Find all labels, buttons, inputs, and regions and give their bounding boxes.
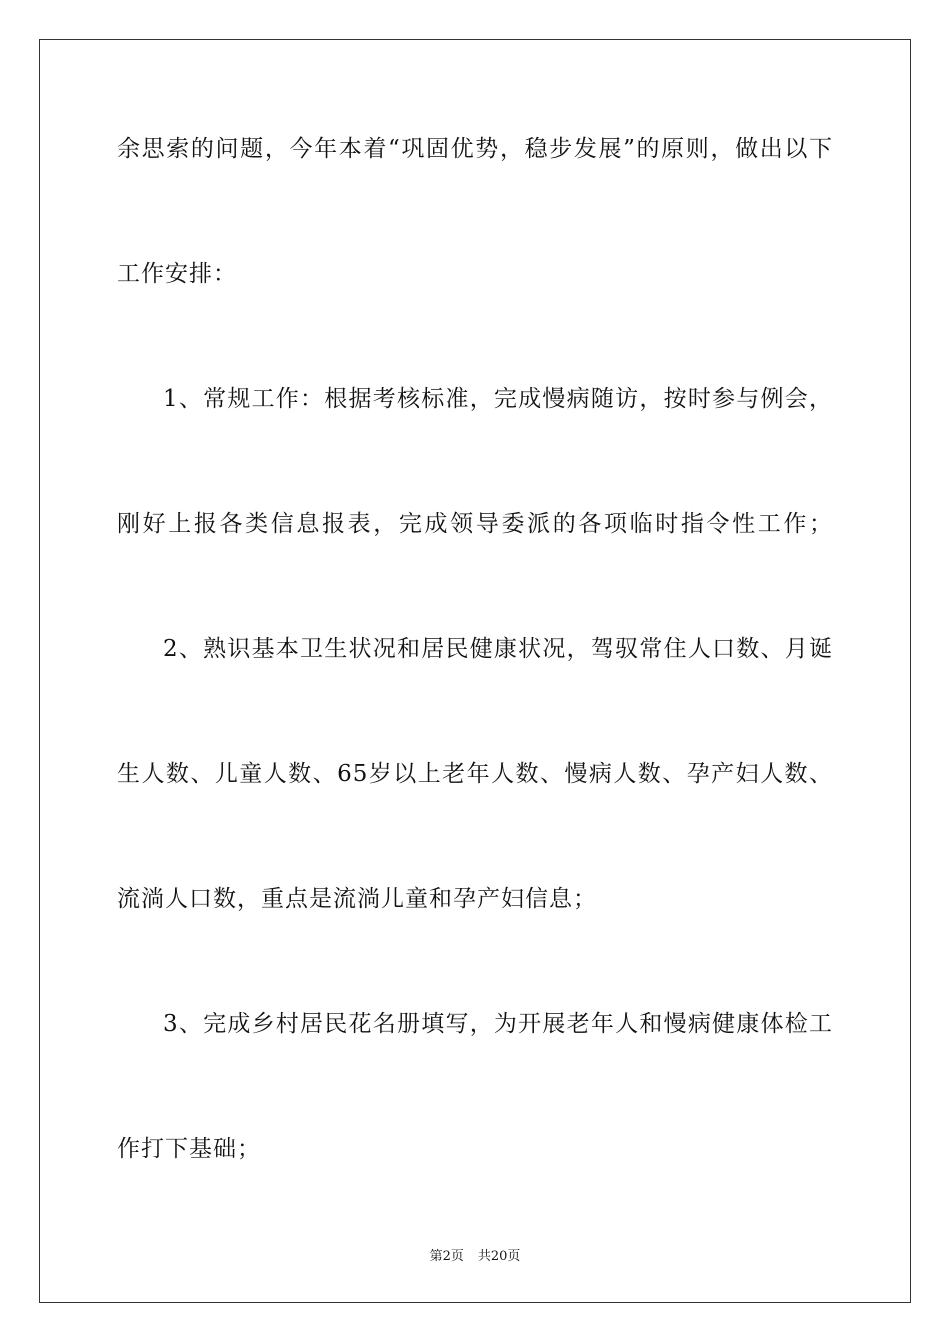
text-line: 2、熟识基本卫生状况和居民健康状况，驾驭常住人口数、月诞 [163,636,833,662]
text-line: 刚好上报各类信息报表，完成领导委派的各项临时指令性工作； [117,511,833,537]
text-line: 1、常规工作：根据考核标准，完成慢病随访，按时参与例会， [163,386,833,412]
text-line: 余思索的问题，今年本着“巩固优势，稳步发展”的原则，做出以下 [117,136,833,162]
page-border [39,39,911,1303]
text-line: 工作安排： [117,261,237,287]
page-number: 第2页 [429,1249,464,1264]
text-line: 流淌人口数，重点是流淌儿童和孕产妇信息； [117,886,597,912]
text-line: 生人数、儿童人数、65岁以上老年人数、慢病人数、孕产妇人数、 [117,761,833,787]
text-line: 3、完成乡村居民花名册填写，为开展老年人和慢病健康体检工 [163,1011,833,1037]
page-total: 共20页 [477,1249,521,1264]
page-footer [0,1248,950,1266]
text-line: 作打下基础； [117,1136,261,1162]
